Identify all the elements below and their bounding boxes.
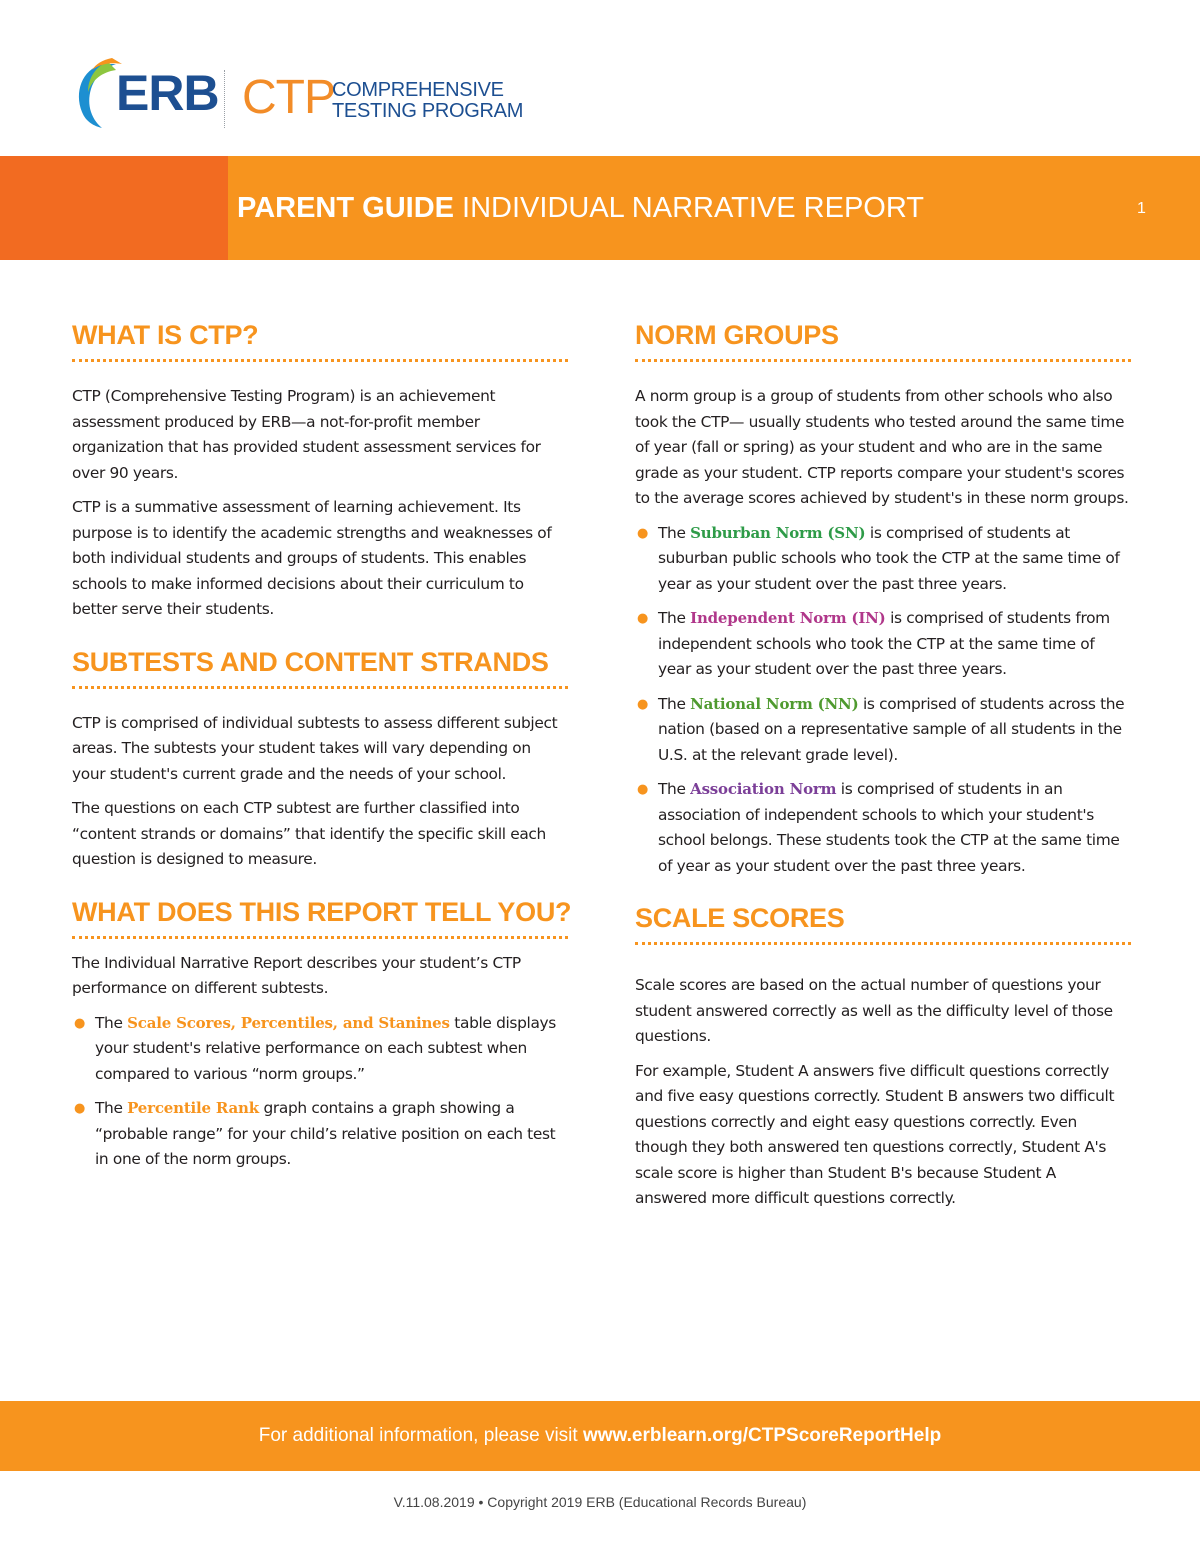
list-item: ● The National Norm (NN) is comprised of students across the nation (based on a representative sample of all students in the U.S. at the relevant grade level).	[635, 692, 1131, 769]
paragraph: CTP is comprised of individual subtests to assess different subject areas. The subtests your student takes will vary depending on your student's current grade and the needs of your school.	[72, 713, 558, 783]
paragraph: The questions on each CTP subtest are further classified into “content strands or domains” that identify the specific skill each question is designed to measure.	[72, 799, 546, 868]
section-heading: WHAT IS CTP?	[72, 322, 568, 362]
section-heading: NORM GROUPS	[635, 322, 1131, 362]
bullet-icon: ●	[637, 696, 648, 712]
list-item: ● The Independent Norm (IN) is comprised of students from independent schools who took the CTP at the same time of year as your student over the past three years.	[635, 606, 1131, 683]
erb-ctp-logo	[72, 52, 532, 132]
paragraph: A norm group is a group of students from other schools who also took the CTP— usually students who tested around the same time of year (fall or spring) as your student and who are in the same grade as your student. CTP reports compare your student's scores to the average scores achieved by student's in these norm groups.	[635, 387, 1129, 507]
page-title-bold: PARENT GUIDE	[237, 192, 454, 224]
bullet-list	[635, 521, 1131, 880]
paragraph: For example, Student A answers five difficult questions correctly and five easy questions correctly. Student B answers two difficult questions correctly and eight easy questions correctly. Even though they both answered ten questions correctly, Student A's scale score is higher than Student B's because Student A answered more difficult questions correctly.	[635, 1061, 1115, 1207]
bullet-icon: ●	[637, 525, 648, 541]
bullet-list	[72, 1011, 568, 1173]
page-title	[237, 194, 924, 223]
paragraph: CTP (Comprehensive Testing Program) is an achievement assessment produced by ERB—a not-for-profit member organization that has provided student assessment services for over 90 years.	[72, 387, 541, 482]
copyright: V.11.08.2019 • Copyright 2019 ERB (Educational Records Bureau)	[393, 1494, 807, 1510]
title-band	[0, 156, 1200, 260]
section-scale-scores	[635, 905, 1131, 1212]
erb-wordmark: ERB	[116, 65, 219, 121]
ctp-subtitle-line1: COMPREHENSIVE	[332, 79, 504, 101]
section-norm-groups	[635, 322, 1131, 879]
highlight-term: National Norm (NN)	[690, 694, 859, 713]
bullet-icon: ●	[637, 782, 648, 797]
highlight-term: Association Norm	[690, 780, 837, 798]
right-column	[635, 322, 1131, 1238]
ctp-subtitle	[332, 80, 523, 122]
list-item: ● The Association Norm is comprised of students in an association of independent schools to which your student's school belongs. These students took the CTP at the same time of year as your student over the past three years.	[635, 777, 1131, 879]
section-subtests	[72, 646, 568, 873]
logo-divider	[224, 70, 226, 128]
footer-info	[0, 1425, 1200, 1447]
bullet-icon: ●	[74, 1101, 85, 1116]
ctp-wordmark: CTP	[242, 71, 335, 124]
footer-link[interactable]: www.erblearn.org/CTPScoreReportHelp	[582, 1425, 942, 1446]
highlight-term: Independent Norm (IN)	[690, 609, 886, 627]
section-heading: SUBTESTS AND CONTENT STRANDS	[72, 649, 568, 689]
section-heading: SCALE SCORES	[635, 905, 1131, 945]
paragraph: Scale scores are based on the actual number of questions your student answered correctly as well as the difficulty level of those questions.	[635, 976, 1113, 1045]
ctp-subtitle-line2: TESTING PROGRAM	[332, 100, 524, 122]
section-heading: WHAT DOES THIS REPORT TELL YOU?	[72, 899, 568, 939]
page-number: 1	[1137, 200, 1146, 217]
section-what-is-ctp	[72, 322, 568, 623]
list-item: ● The Suburban Norm (SN) is comprised of students at suburban public schools who took the CTP at the same time of year as your student over the past three years.	[635, 521, 1131, 598]
section-report	[72, 896, 572, 1173]
footer-info-text: For additional information, please visit	[258, 1425, 583, 1446]
footer-band	[0, 1401, 1200, 1471]
list-item: ● The Percentile Rank graph contains a graph showing a “probable range” for your child’s relative position on each test in one of the norm groups.	[72, 1096, 568, 1173]
paragraph: The Individual Narrative Report describes your student’s CTP performance on different subtests.	[72, 953, 521, 997]
list-item: ● The Scale Scores, Percentiles, and Stanines table displays your student's relative performance on each subtest when compared to various “norm groups.”	[72, 1011, 568, 1088]
paragraph: CTP is a summative assessment of learning achievement. Its purpose is to identify the academic strengths and weaknesses of both individual students and groups of students. This enables schools to make informed decisions about their curriculum to better serve their students.	[72, 498, 552, 618]
title-band-accent	[0, 156, 228, 260]
bullet-icon: ●	[637, 611, 648, 626]
left-column	[72, 320, 572, 1199]
page-title-rest: INDIVIDUAL NARRATIVE REPORT	[453, 192, 924, 224]
highlight-term: Percentile Rank	[127, 1099, 259, 1117]
bullet-icon: ●	[74, 1015, 85, 1031]
highlight-term: Scale Scores, Percentiles, and Stanines	[127, 1013, 450, 1032]
highlight-term: Suburban Norm (SN)	[690, 523, 866, 542]
